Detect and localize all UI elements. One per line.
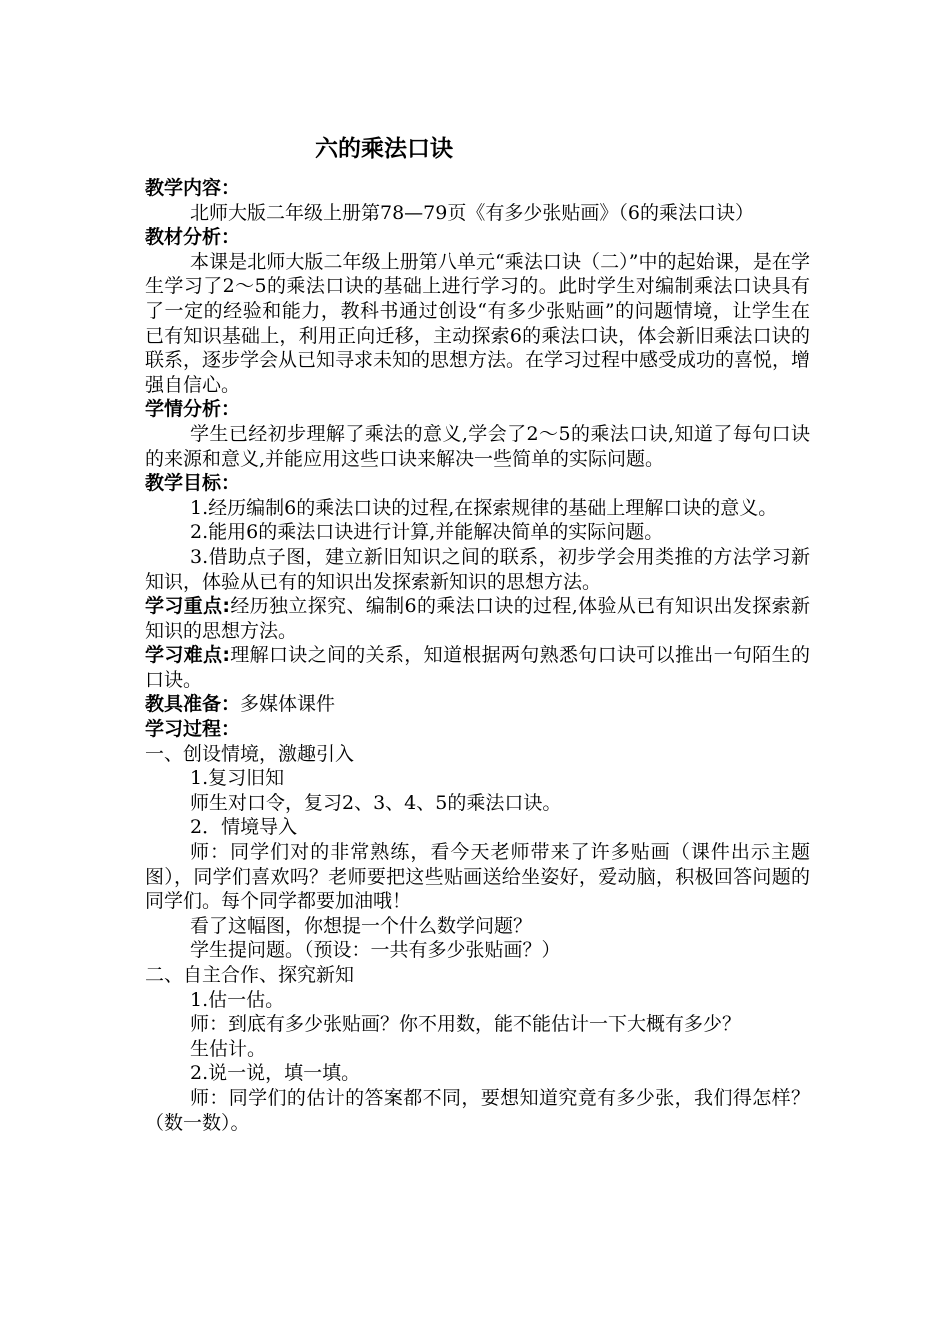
step-label: 2.说一说，填一填。 <box>190 1062 361 1085</box>
process-text: 师：同学们的估计的答案都不同，要想知道究竟有多少张，我们得怎样？（数一数）。 <box>145 1086 810 1134</box>
heading-teaching-goals: 教学目标： <box>145 472 241 495</box>
goal-item: 2.能用6的乘法口诀进行计算,并能解决简单的实际问题。 <box>190 521 664 544</box>
heading-difficulty: 学习难点: <box>145 644 230 667</box>
paragraph-teaching-content: 北师大版二年级上册第78—79页《有多少张贴画》（6的乘法口诀） <box>190 201 754 224</box>
goal-item: 1.经历编制6的乘法口诀的过程,在探索规律的基础上理解口诀的意义。 <box>190 496 778 519</box>
process-text: 师：同学们对的非常熟练，看今天老师带来了许多贴画（课件出示主题图），同学们喜欢吗？老师要把这些贴画送给坐姿好，爱动脑，积极回答问题的同学们。每个同学都要加油哦！ <box>145 841 810 913</box>
materials-text: 多媒体课件 <box>240 693 336 716</box>
paragraph-student-analysis: 学生已经初步理解了乘法的意义,学会了2～5的乘法口诀,知道了每句口诀的来源和意义,并能应用这些口诀来解决一些简单的实际问题。 <box>145 422 810 470</box>
heading-learning-process: 学习过程： <box>145 718 241 741</box>
part-heading: 一、创设情境，激趣引入 <box>145 742 355 765</box>
paragraph-materials <box>145 692 810 717</box>
difficulty-text: 理解口诀之间的关系，知道根据两句熟悉句口诀可以推出一句陌生的口诀。 <box>145 644 810 691</box>
paragraph-key-point <box>145 594 810 643</box>
step-label: 2．情境导入 <box>190 816 298 839</box>
process-text: 师：到底有多少张贴画？你不用数，能不能估计一下大概有多少？ <box>190 1013 742 1036</box>
process-text: 师生对口令，复习2、3、4、5的乘法口诀。 <box>190 791 562 814</box>
heading-teaching-content: 教学内容： <box>145 177 241 199</box>
document-body <box>145 176 810 1135</box>
heading-materials: 教具准备： <box>145 693 241 716</box>
part-heading: 二、自主合作、探究新知 <box>145 964 355 986</box>
step-label: 1.复习旧知 <box>190 767 285 790</box>
step-label: 1.估一估。 <box>190 988 285 1011</box>
key-point-text: 经历独立探究、编制6的乘法口诀的过程,体验从已有知识出发探索新知识的思想方法。 <box>145 595 810 642</box>
paragraph-difficulty <box>145 643 810 692</box>
heading-student-analysis: 学情分析： <box>145 398 241 421</box>
heading-material-analysis: 教材分析： <box>145 226 241 249</box>
paragraph-material-analysis: 本课是北师大版二年级上册第八单元“乘法口诀（二）”中的起始课，是在学生学习了2～5的乘法口诀的基础上进行学习的。此时学生对编制乘法口诀具有了一定的经验和能力，教科书通过创设“有多少张贴画”的问题情境，让学生在已有知识基础上，利用正向迁移，主动探索6的乘法口诀，体会新旧乘法口诀的联系，逐步学会从已知寻求未知的思想方法。在学习过程中感受成功的喜悦，增强自信心。 <box>145 250 811 396</box>
process-text: 看了这幅图，你想提一个什么数学问题？ <box>190 914 533 937</box>
process-text: 学生提问题。（预设：一共有多少张贴画？） <box>190 939 561 962</box>
goal-item: 3.借助点子图，建立新旧知识之间的联系，初步学会用类推的方法学习新知识，体验从已有的知识出发探索新知识的思想方法。 <box>145 545 810 593</box>
process-text: 生估计。 <box>190 1037 267 1060</box>
heading-key-point: 学习重点: <box>145 595 230 618</box>
document-title: 六的乘法口诀 <box>315 136 453 162</box>
